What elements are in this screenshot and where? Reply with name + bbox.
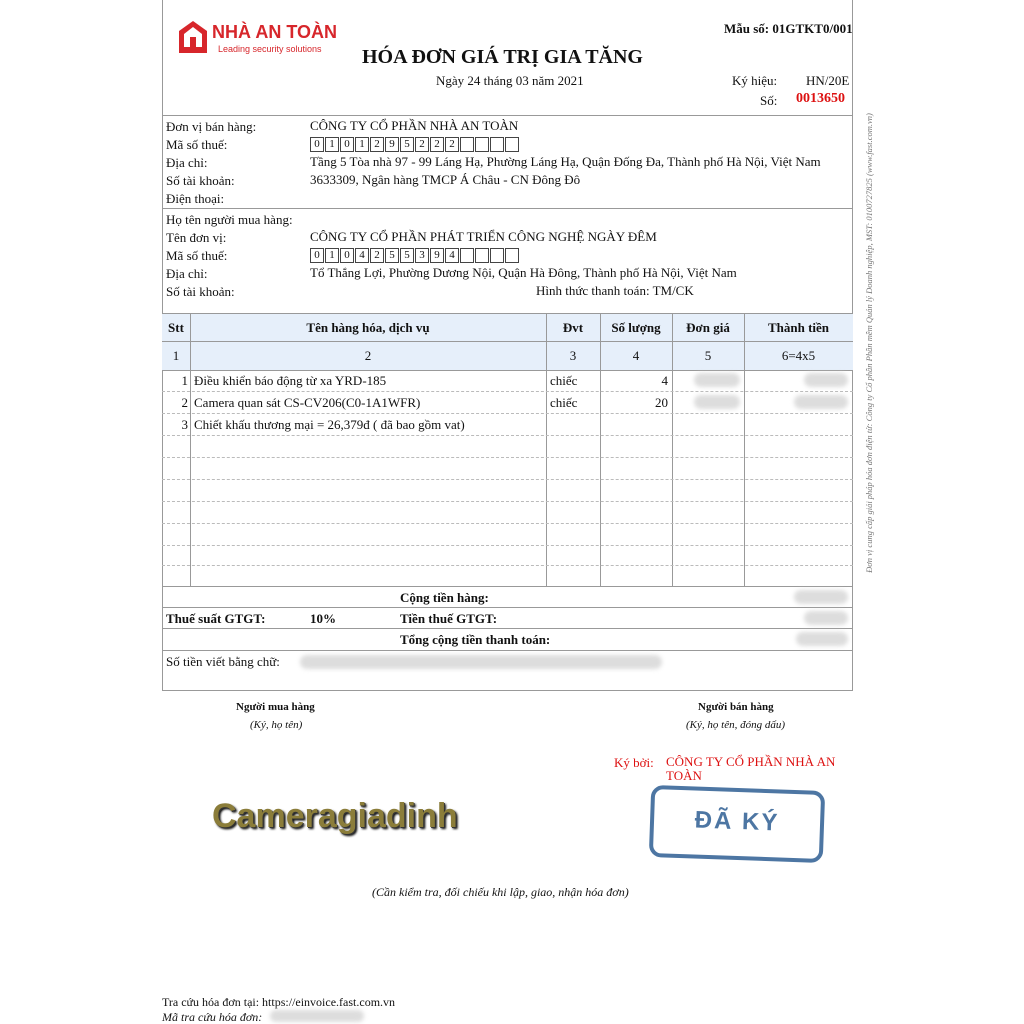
col-header-qty: Số lượng [611,320,661,335]
tax-digit-box: 0 [310,137,324,152]
logo-tagline: Leading security solutions [218,44,322,54]
number-label: Số: [760,93,778,108]
row-divider [162,479,853,480]
redacted-amount [804,373,848,387]
buyer-sign-note: (Ký, họ tên) [250,719,303,731]
house-shield-icon [178,20,208,54]
buyer-name-label: Họ tên người mua hàng: [166,212,293,227]
divider [162,607,853,608]
vat-rate-value: 10% [310,611,336,626]
seller-unit-label: Đơn vị bán hàng: [166,119,257,134]
buyer-tax-code [310,248,520,263]
col-number: 1 [172,348,180,363]
col-number: 2 [364,348,372,363]
col-number: 6=4x5 [781,348,816,363]
tax-digit-box: 9 [430,248,444,263]
tax-digit-box [475,137,489,152]
tax-digit-box: 1 [325,137,339,152]
tax-digit-box: 2 [415,137,429,152]
lookup-url[interactable]: Tra cứu hóa đơn tại: https://einvoice.fast.com.vn [162,995,396,1009]
redacted-subtotal [794,590,848,604]
invoice-number: 0013650 [796,91,845,106]
row-divider [162,523,853,524]
col-header-stt: Stt [168,320,184,335]
seller-address-value: Tầng 5 Tòa nhà 97 - 99 Láng Hạ, Phường Láng Hạ, Quận Đống Đa, Thành phố Hà Nội, Việt Nam [310,154,821,169]
tax-digit-box [505,137,519,152]
vat-rate-label: Thuế suất GTGT: [166,611,266,626]
stamp-text: ĐÃ KÝ [694,806,780,837]
grand-total-label: Tổng cộng tiền thanh toán: [400,632,551,647]
seller-sign-title: Người bán hàng [698,701,774,713]
tax-digit-box: 5 [400,248,414,263]
row-qty: 4 [661,373,668,388]
form-number: Mẫu số: 01GTKT0/001 [724,21,853,36]
tax-digit-box: 4 [355,248,369,263]
buyer-unit-label: Tên đơn vị: [166,230,227,245]
buyer-address-label: Địa chỉ: [166,266,208,281]
tax-digit-box: 0 [310,248,324,263]
seller-address-label: Địa chỉ: [166,155,208,170]
payment-method: Hình thức thanh toán: TM/CK [536,283,694,298]
tax-digit-box: 4 [445,248,459,263]
watermark-text: Cameragiadinh [212,797,458,835]
tax-digit-box [505,248,519,263]
tax-digit-box: 3 [415,248,429,263]
check-note: (Cần kiểm tra, đối chiếu khi lập, giao, nhận hóa đơn) [372,885,629,899]
tax-digit-box: 2 [370,137,384,152]
logo-name: NHÀ AN TOÀN [212,22,337,42]
row-stt: 2 [181,395,188,410]
seller-account-value: 3633309, Ngân hàng TMCP Á Châu - CN Đông Đô [310,172,581,187]
col-header-name: Tên hàng hóa, dịch vụ [306,320,430,335]
tax-digit-box: 0 [340,137,354,152]
tax-digit-box: 5 [400,137,414,152]
invoice-date: Ngày 24 tháng 03 năm 2021 [436,73,584,88]
tax-digit-box: 9 [385,137,399,152]
divider [162,313,853,314]
redacted-lookup-code [270,1010,364,1022]
seller-account-label: Số tài khoản: [166,173,235,188]
row-divider [162,391,853,392]
vat-amount-label: Tiền thuế GTGT: [400,611,498,626]
row-divider [162,457,853,458]
row-item-name: Camera quan sát CS-CV206(C0-1A1WFR) [194,395,421,410]
col-number: 3 [569,348,577,363]
divider [162,586,853,587]
tax-digit-box: 1 [355,137,369,152]
row-divider [162,565,853,566]
row-qty: 20 [655,395,668,410]
seller-sign-note: (Ký, họ tên, đóng dấu) [686,719,785,731]
row-divider [162,435,853,436]
provider-note-box [863,63,875,623]
seller-phone-label: Điện thoại: [166,191,225,206]
signed-by-label: Ký bởi: [614,755,654,770]
tax-digit-box [460,137,474,152]
divider [162,628,853,629]
seller-tax-label: Mã số thuế: [166,137,228,152]
signed-stamp [649,785,825,863]
redacted-vat [804,611,848,625]
row-stt: 1 [181,373,188,388]
buyer-tax-label: Mã số thuế: [166,248,228,263]
tax-digit-box: 2 [445,137,459,152]
redacted-amount [794,395,848,409]
row-divider [162,545,853,546]
divider [162,208,853,209]
redacted-amount-words [300,655,662,669]
redacted-price [694,395,740,409]
tax-digit-box [475,248,489,263]
buyer-sign-title: Người mua hàng [236,701,315,713]
subtotal-label: Cộng tiền hàng: [400,590,489,605]
tax-digit-box: 5 [385,248,399,263]
col-number: 5 [704,348,712,363]
buyer-address-value: Tổ Thắng Lợi, Phường Dương Nội, Quận Hà Đông, Thành phố Hà Nội, Việt Nam [310,265,737,280]
amount-in-words-label: Số tiền viết bằng chữ: [166,654,280,669]
row-unit: chiếc [550,395,578,410]
tax-digit-box: 0 [340,248,354,263]
row-unit: chiếc [550,373,578,388]
row-divider [162,413,853,414]
seller-tax-code [310,137,520,152]
seller-unit-value: CÔNG TY CỔ PHẦN NHÀ AN TOÀN [310,118,519,133]
buyer-account-label: Số tài khoản: [166,284,235,299]
tax-digit-box: 2 [370,248,384,263]
symbol-value: HN/20E [806,73,850,88]
col-header-price: Đơn giá [686,320,730,335]
row-item-name: Điều khiển báo động từ xa YRD-185 [194,373,387,388]
col-header-amount: Thành tiền [767,320,830,335]
col-number: 4 [632,348,640,363]
invoice-title: HÓA ĐƠN GIÁ TRỊ GIA TĂNG [362,46,643,68]
row-stt: 3 [181,417,188,432]
tax-digit-box [460,248,474,263]
tax-digit-box: 1 [325,248,339,263]
signed-by-value: CÔNG TY CỔ PHẦN NHÀ AN TOÀN [666,754,836,783]
company-logo [178,20,208,58]
tax-digit-box [490,248,504,263]
tax-digit-box: 2 [430,137,444,152]
buyer-unit-value: CÔNG TY CỔ PHẦN PHÁT TRIỂN CÔNG NGHỆ NGÀY ĐÊM [310,229,657,244]
divider [162,341,853,342]
redacted-price [694,373,740,387]
row-item-name: Chiết khấu thương mại = 26,379đ ( đã bao gồm vat) [194,417,465,432]
divider [162,370,853,371]
col-header-unit: Đvt [562,320,584,335]
divider [162,650,853,651]
symbol-label: Ký hiệu: [732,73,778,88]
divider [162,115,853,116]
provider-note: Đơn vị cung cấp giải pháp hóa đơn điện tử: Công ty Cổ phần Phần mềm Quản lý Doanh nghiệp, MST: 0100727825 (www.fast.com.vn) [864,113,874,573]
redacted-total [796,632,848,646]
row-divider [162,501,853,502]
lookup-code-label: Mã tra cứu hóa đơn: [162,1010,263,1024]
tax-digit-box [490,137,504,152]
